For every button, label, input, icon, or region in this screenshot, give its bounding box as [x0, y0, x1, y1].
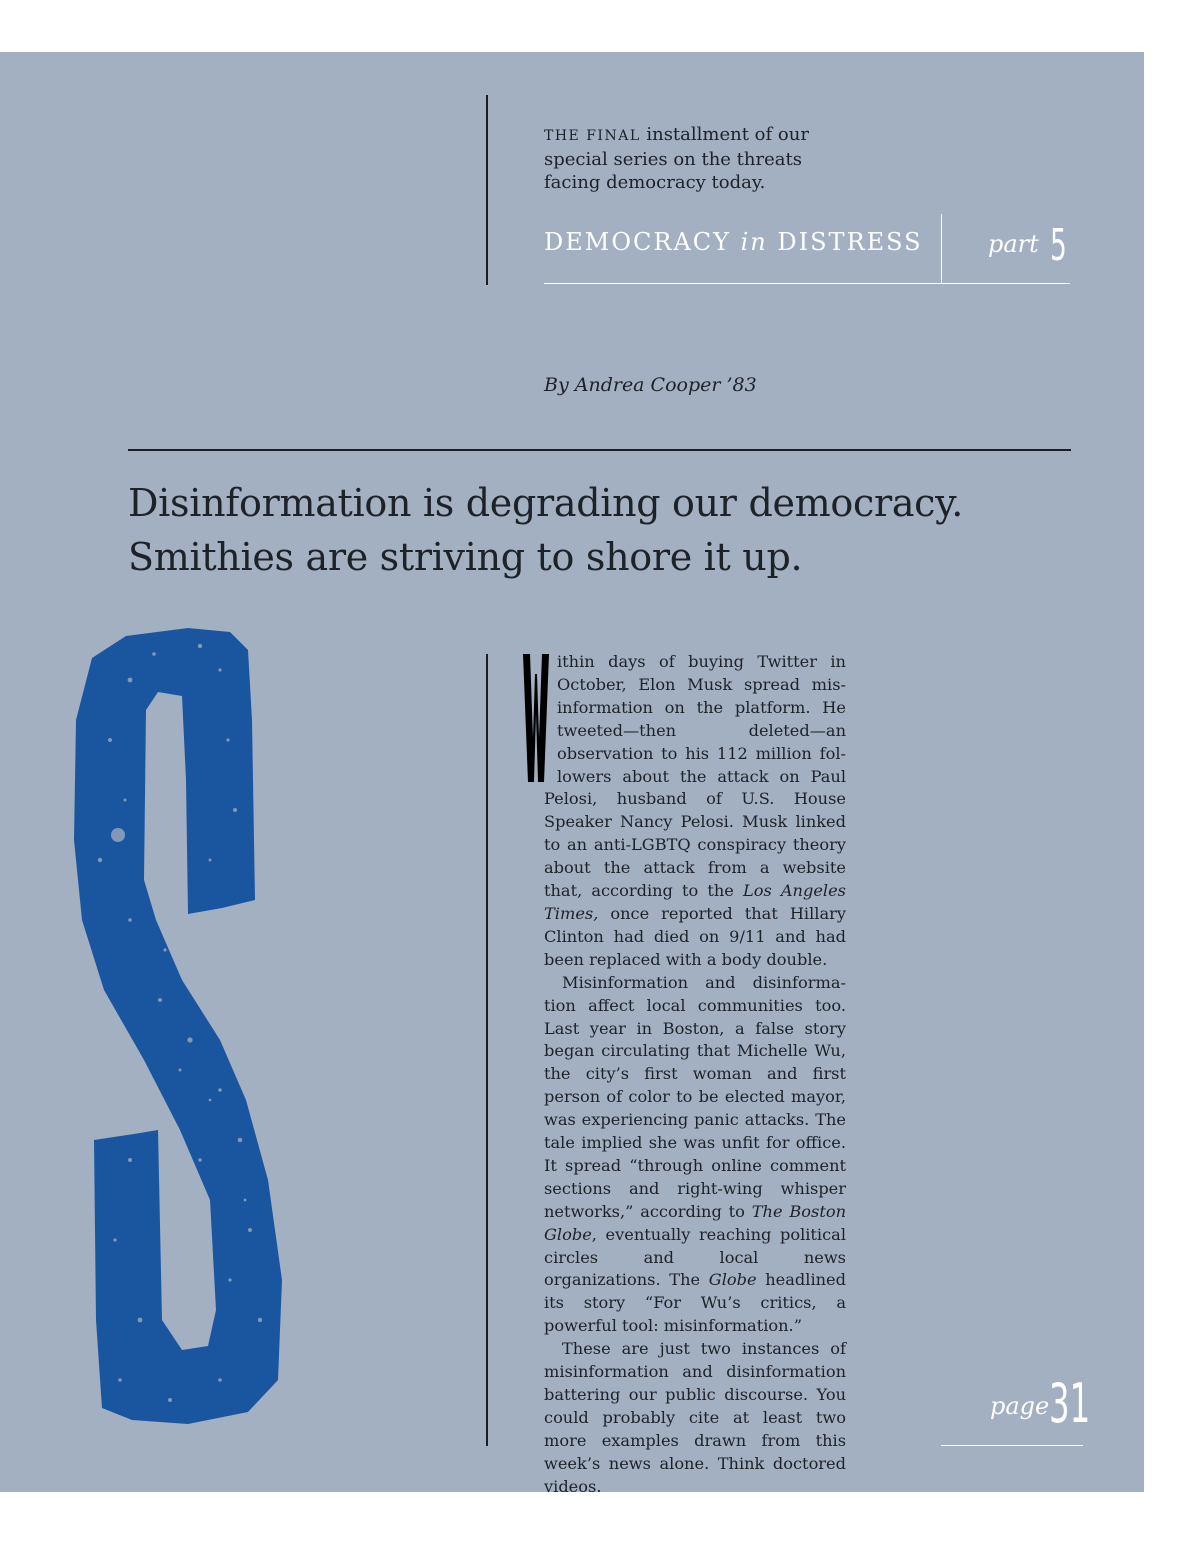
- page-label: page: [990, 1392, 1050, 1420]
- series-title-part1: DEMOCRACY: [544, 228, 741, 256]
- part-number: 5: [1050, 220, 1067, 271]
- body-p2-text-a: Misinformation and disinformation affect local communities too. Last year in Boston, a false story began circulating that Michelle Wu, the city’s first woman and first person of color to be elected mayor, was experiencing panic attacks. The tale implied she was unfit for office. It spread “through online comment sections and right-wing whisper networks,” according to: [544, 972, 846, 1221]
- body-p1-text-b: once reported that Hillary Clinton had died on 9/11 and had been replaced with a body double.: [544, 903, 846, 969]
- body-vertical-rule: [486, 654, 488, 1446]
- body-p1-em: Los Angeles Times,: [544, 881, 846, 923]
- headline-rule: [128, 449, 1071, 451]
- body-p1-text-a: ithin days of buying Twitter in October, Elon Musk spread misinformation on the platform. He tweeted—then deleted—an observation to his 112 million followers about the attack on Paul Pelosi, husband of U.S. House Speaker Nancy Pelosi. Musk linked to an anti-LGBTQ conspiracy theory about the attack from a website that, according to the: [544, 652, 846, 901]
- headline-line-2: Smithies are striving to shore it up.: [128, 535, 803, 579]
- body-p2-em-globe-full: The Boston Globe: [544, 1201, 846, 1244]
- series-title-in: in: [740, 228, 768, 256]
- body-paragraph-3: These are just two instances of misinformation and disinformation battering our public discourse. You could probably cite at least two more examples drawn from this week’s news alone. Think doctored videos.: [544, 1339, 846, 1496]
- byline: By Andrea Cooper ’83: [544, 374, 757, 396]
- headline: [128, 476, 1068, 584]
- decorative-letter-s: [70, 620, 290, 1430]
- intro-text: installment of our special series on the threats facing democracy today.: [544, 124, 809, 193]
- header-vertical-rule: [486, 95, 488, 285]
- intro-lead: THE FINAL: [544, 128, 641, 144]
- series-title-rule: [544, 283, 1070, 284]
- article-body: [544, 651, 846, 1499]
- series-title: [544, 228, 923, 256]
- body-paragraph-2: [544, 972, 846, 1339]
- drop-cap-w: [523, 654, 549, 782]
- part-label: part: [988, 230, 1039, 258]
- series-title-part2: DISTRESS: [767, 228, 923, 256]
- series-intro: [544, 123, 844, 194]
- body-p2-text-b: , eventually reaching political circles and local news organizations. The: [544, 1224, 846, 1290]
- part-divider: [941, 214, 942, 284]
- body-p2-text-c: headlined its story “For Wu’s critics, a powerful tool: misinformation.”: [544, 1270, 846, 1336]
- page-number: 31: [1049, 1372, 1091, 1435]
- headline-line-1: Disinformation is degrading our democracy.: [128, 481, 964, 525]
- body-paragraph-1: [544, 651, 846, 972]
- page-number-rule: [941, 1445, 1083, 1446]
- body-p2-em-globe: Globe: [708, 1270, 757, 1290]
